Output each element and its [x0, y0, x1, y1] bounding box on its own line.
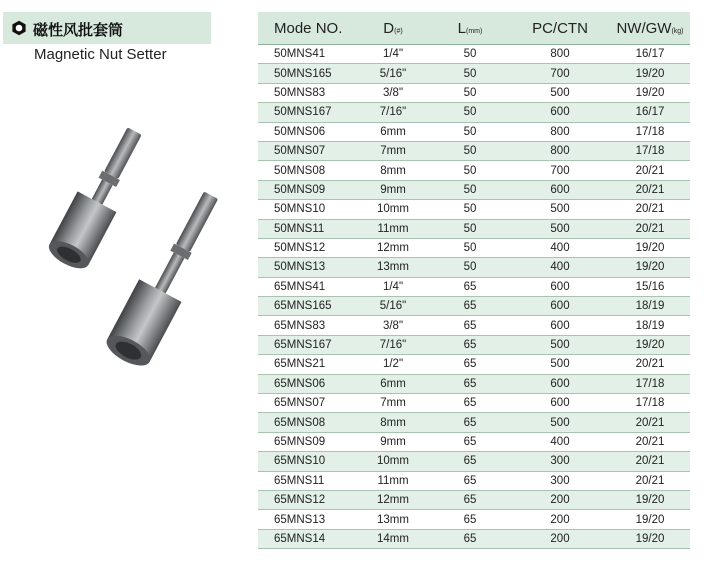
table-cell: 50 — [463, 67, 477, 80]
table-cell: 6mm — [380, 377, 406, 390]
table-cell: 65MNS12 — [274, 494, 326, 507]
table-cell: 7/16" — [379, 339, 407, 352]
table-cell: 500 — [550, 339, 570, 352]
table-cell: 800 — [550, 145, 570, 158]
table-row — [258, 84, 690, 103]
table-cell: 65MNS13 — [274, 513, 326, 526]
table-cell: 500 — [550, 222, 570, 235]
table-cell: 14mm — [377, 532, 409, 545]
table-row — [258, 452, 690, 471]
table-cell: 65 — [463, 280, 477, 293]
table-cell: 65MNS167 — [274, 339, 332, 352]
col-length: L(mm) — [457, 19, 483, 37]
table-cell: 65MNS10 — [274, 455, 326, 468]
table-cell: 400 — [550, 261, 570, 274]
table-cell: 17/18 — [635, 145, 665, 158]
table-cell: 600 — [550, 319, 570, 332]
table-cell: 8mm — [380, 416, 406, 429]
table-cell: 20/21 — [635, 455, 665, 468]
table-cell: 65MNS11 — [274, 474, 325, 487]
table-cell: 65MNS41 — [274, 280, 326, 293]
table-cell: 400 — [550, 436, 570, 448]
table-cell: 50MNS83 — [274, 86, 326, 99]
table-cell: 600 — [550, 280, 570, 293]
table-cell: 50 — [463, 222, 477, 235]
table-cell: 50MNS167 — [274, 106, 332, 119]
table-cell: 50MNS07 — [274, 145, 326, 158]
table-cell: 18/19 — [635, 300, 665, 313]
table-cell: 5/16" — [379, 67, 407, 80]
table-cell: 500 — [550, 203, 570, 216]
table-cell: 400 — [550, 242, 570, 255]
table-cell: 50MNS11 — [274, 222, 325, 235]
table-cell: 7mm — [380, 145, 406, 158]
table-row — [258, 103, 690, 122]
title-bar — [3, 12, 211, 44]
table-cell: 50 — [463, 48, 477, 61]
table-cell: 50MNS08 — [274, 164, 326, 177]
table-cell: 20/21 — [635, 164, 665, 177]
table-cell: 18/19 — [635, 319, 665, 332]
table-cell: 700 — [550, 67, 570, 80]
table-cell: 3/8" — [382, 86, 404, 99]
table-cell: 12mm — [377, 494, 409, 507]
nut-setter-short — [45, 121, 154, 274]
spec-table — [258, 12, 690, 549]
table-cell: 8mm — [380, 164, 406, 177]
table-cell: 50MNS12 — [274, 242, 326, 255]
table-cell: 16/17 — [635, 106, 665, 119]
table-cell: 10mm — [377, 203, 409, 216]
table-cell: 600 — [550, 183, 570, 196]
table-cell: 600 — [550, 300, 570, 313]
table-cell: 9mm — [380, 436, 406, 448]
table-cell: 65MNS165 — [274, 300, 332, 313]
table-cell: 19/20 — [635, 67, 665, 80]
table-cell: 50 — [463, 164, 477, 177]
table-cell: 17/18 — [635, 397, 665, 410]
table-cell: 65MNS21 — [274, 358, 326, 371]
table-cell: 13mm — [377, 261, 409, 274]
table-cell: 65MNS07 — [274, 397, 326, 410]
table-cell: 10mm — [377, 455, 409, 468]
table-cell: 50MNS09 — [274, 183, 326, 196]
table-cell: 300 — [550, 474, 570, 487]
nut-setter-image — [30, 120, 220, 450]
table-header — [258, 12, 690, 45]
table-row — [258, 258, 690, 277]
table-cell: 19/20 — [635, 513, 665, 526]
table-cell: 20/21 — [635, 436, 665, 448]
table-cell: 65MNS09 — [274, 436, 326, 448]
table-cell: 20/21 — [635, 183, 665, 196]
table-cell: 50 — [463, 145, 477, 158]
table-cell: 19/20 — [635, 242, 665, 255]
table-cell: 50MNS06 — [274, 125, 326, 138]
table-body — [258, 45, 690, 549]
table-row — [258, 491, 690, 510]
page-title: 磁性风批套筒 — [33, 22, 124, 39]
table-cell: 65MNS83 — [274, 319, 326, 332]
table-row — [258, 530, 690, 549]
table-cell: 200 — [550, 513, 570, 526]
table-cell: 50MNS13 — [274, 261, 326, 274]
table-cell: 700 — [550, 164, 570, 177]
table-cell: 13mm — [377, 513, 409, 526]
table-cell: 65 — [463, 397, 477, 410]
table-cell: 50 — [463, 86, 477, 99]
table-cell: 65MNS08 — [274, 416, 326, 429]
table-cell: 50 — [463, 125, 477, 138]
table-cell: 17/18 — [635, 377, 665, 390]
table-row — [258, 278, 690, 297]
table-cell: 19/20 — [635, 532, 665, 545]
table-row — [258, 316, 690, 335]
table-cell: 65 — [463, 436, 477, 448]
hexagon-icon — [11, 20, 27, 36]
table-row — [258, 510, 690, 529]
table-cell: 200 — [550, 494, 570, 507]
col-pc-ctn: PC/CTN — [532, 19, 588, 37]
table-cell: 9mm — [380, 183, 406, 196]
table-cell: 20/21 — [635, 203, 665, 216]
table-cell: 800 — [550, 48, 570, 61]
table-cell: 600 — [550, 377, 570, 390]
table-cell: 1/2" — [382, 358, 404, 371]
table-cell: 50MNS165 — [274, 67, 332, 80]
table-row — [258, 64, 690, 83]
col-weight: NW/GW(kg) — [616, 19, 684, 37]
table-cell: 65 — [463, 300, 477, 313]
table-cell: 20/21 — [635, 222, 665, 235]
table-cell: 65 — [463, 474, 477, 487]
table-cell: 500 — [550, 86, 570, 99]
table-cell: 16/17 — [635, 48, 665, 61]
table-cell: 15/16 — [635, 280, 665, 293]
table-cell: 65 — [463, 358, 477, 371]
table-cell: 65 — [463, 455, 477, 468]
table-row — [258, 123, 690, 142]
table-row — [258, 433, 690, 452]
table-cell: 65 — [463, 377, 477, 390]
table-row — [258, 220, 690, 239]
table-cell: 600 — [550, 397, 570, 410]
table-cell: 500 — [550, 416, 570, 429]
table-cell: 20/21 — [635, 416, 665, 429]
page-subtitle: Magnetic Nut Setter — [34, 46, 167, 63]
table-cell: 11mm — [377, 474, 409, 487]
table-cell: 800 — [550, 125, 570, 138]
table-cell: 50 — [463, 106, 477, 119]
table-cell: 6mm — [380, 125, 406, 138]
table-row — [258, 142, 690, 161]
table-cell: 20/21 — [635, 474, 665, 487]
table-cell: 19/20 — [635, 494, 665, 507]
table-cell: 50 — [463, 203, 477, 216]
table-row — [258, 355, 690, 374]
table-cell: 500 — [550, 358, 570, 371]
table-cell: 19/20 — [635, 261, 665, 274]
col-diameter: D(#) — [383, 19, 403, 37]
table-cell: 50 — [463, 183, 477, 196]
table-cell: 65MNS14 — [274, 532, 326, 545]
table-cell: 1/4" — [382, 48, 404, 61]
table-cell: 7mm — [380, 397, 406, 410]
table-row — [258, 45, 690, 64]
table-row — [258, 239, 690, 258]
table-cell: 11mm — [377, 222, 409, 235]
table-cell: 65 — [463, 416, 477, 429]
table-cell: 20/21 — [635, 358, 665, 371]
table-cell: 50MNS41 — [274, 48, 326, 61]
table-row — [258, 413, 690, 432]
table-cell: 19/20 — [635, 339, 665, 352]
table-cell: 19/20 — [635, 86, 665, 99]
table-cell: 65 — [463, 339, 477, 352]
table-row — [258, 161, 690, 180]
table-cell: 200 — [550, 532, 570, 545]
table-row — [258, 375, 690, 394]
table-cell: 7/16" — [379, 106, 407, 119]
table-row — [258, 181, 690, 200]
table-cell: 50 — [463, 261, 477, 274]
table-cell: 50 — [463, 242, 477, 255]
table-row — [258, 200, 690, 219]
table-cell: 3/8" — [382, 319, 404, 332]
table-cell: 17/18 — [635, 125, 665, 138]
table-cell: 65 — [463, 513, 477, 526]
nut-setter-long — [102, 184, 220, 372]
col-model: Mode NO. — [274, 19, 343, 37]
table-cell: 50MNS10 — [274, 203, 326, 216]
table-cell: 65 — [463, 494, 477, 507]
table-cell: 65MNS06 — [274, 377, 326, 390]
table-cell: 1/4" — [382, 280, 404, 293]
table-row — [258, 472, 690, 491]
table-cell: 65 — [463, 319, 477, 332]
table-cell: 65 — [463, 532, 477, 545]
table-row — [258, 336, 690, 355]
table-row — [258, 297, 690, 316]
table-cell: 600 — [550, 106, 570, 119]
table-cell: 5/16" — [379, 300, 407, 313]
table-cell: 300 — [550, 455, 570, 468]
table-cell: 12mm — [377, 242, 409, 255]
table-row — [258, 394, 690, 413]
